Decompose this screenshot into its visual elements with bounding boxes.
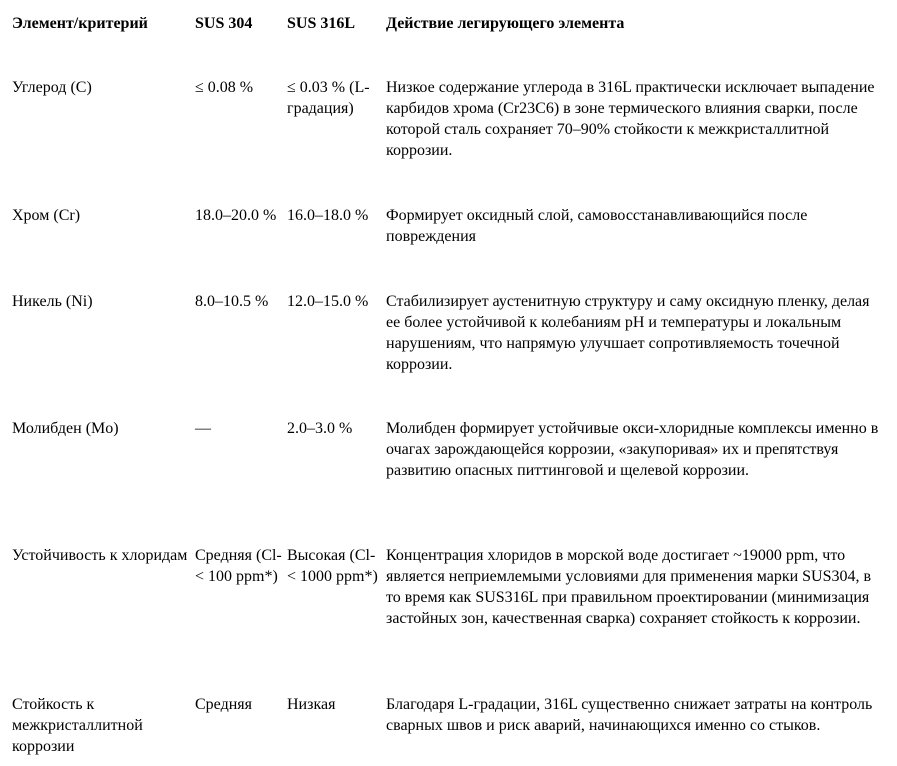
header-effect: Действие легирующего элемента bbox=[386, 15, 625, 32]
cell-criterion: Хром (Cr) bbox=[12, 207, 81, 224]
table-row bbox=[12, 77, 886, 205]
header-sus304: SUS 304 bbox=[195, 15, 253, 32]
table-row bbox=[12, 291, 886, 418]
table-row bbox=[12, 418, 886, 545]
cell-sus304: Средняя bbox=[195, 696, 252, 713]
table-row bbox=[12, 205, 886, 291]
cell-sus316l: ≤ 0.03 % (L-градация) bbox=[287, 79, 370, 117]
cell-criterion: Никель (Ni) bbox=[12, 293, 93, 310]
cell-sus304: 18.0–20.0 % bbox=[195, 207, 277, 224]
cell-effect: Низкое содержание углерода в 316L практически исключает выпадение карбидов хрома (Cr23C6) в зоне термического влияния сварки, после которой сталь сохраняет 70–90% стойкости к межкристаллитной коррозии. bbox=[386, 79, 875, 159]
table-row bbox=[12, 545, 886, 694]
cell-effect: Формирует оксидный слой, самовосстанавливающийся после повреждения bbox=[386, 207, 808, 245]
cell-sus316l: 2.0–3.0 % bbox=[287, 420, 353, 437]
cell-criterion: Стойкость к межкристаллитной коррозии bbox=[12, 696, 143, 755]
cell-sus316l: Высокая (Cl- < 1000 ppm*) bbox=[287, 547, 378, 585]
header-criterion: Элемент/критерий bbox=[12, 15, 148, 32]
cell-effect: Благодаря L-градации, 316L существенно снижает затраты на контроль сварных швов и риск аварий, начинающихся именно со стыков. bbox=[386, 696, 873, 734]
table-header-row bbox=[12, 13, 886, 77]
cell-sus316l: 12.0–15.0 % bbox=[287, 293, 369, 310]
cell-sus316l: Низкая bbox=[287, 696, 336, 713]
cell-criterion: Углерод (C) bbox=[12, 79, 92, 96]
cell-effect: Молибден формирует устойчивые окси-хлоридные комплексы именно в очагах зарождающейся коррозии, «закупоривая» их и препятствуя развитию опасных питтинговой и щелевой коррозии. bbox=[386, 420, 879, 479]
cell-sus304: — bbox=[195, 420, 211, 437]
cell-sus304: Средняя (Cl- < 100 ppm*) bbox=[195, 547, 282, 585]
cell-sus304: ≤ 0.08 % bbox=[195, 79, 254, 96]
cell-effect: Стабилизирует аустенитную структуру и саму оксидную пленку, делая ее более устойчивой к колебаниям pH и температуры и локальным нарушениям, что напрямую улучшает сопротивляемость точечной коррозии. bbox=[386, 293, 870, 373]
cell-criterion: Устойчивость к хлоридам bbox=[12, 547, 188, 564]
cell-effect: Концентрация хлоридов в морской воде достигает ~19000 ppm, что является неприемлемыми условиями для применения марки SUS304, в то время как SUS316L при правильном проектировании (минимизация застойных зон, качественная сварка) сохраняет стойкость к коррозии. bbox=[386, 547, 872, 627]
alloy-comparison-table bbox=[12, 13, 886, 758]
cell-sus304: 8.0–10.5 % bbox=[195, 293, 269, 310]
header-sus316l: SUS 316L bbox=[287, 15, 356, 32]
cell-sus316l: 16.0–18.0 % bbox=[287, 207, 369, 224]
cell-criterion: Молибден (Mo) bbox=[12, 420, 119, 437]
table-row bbox=[12, 694, 886, 758]
